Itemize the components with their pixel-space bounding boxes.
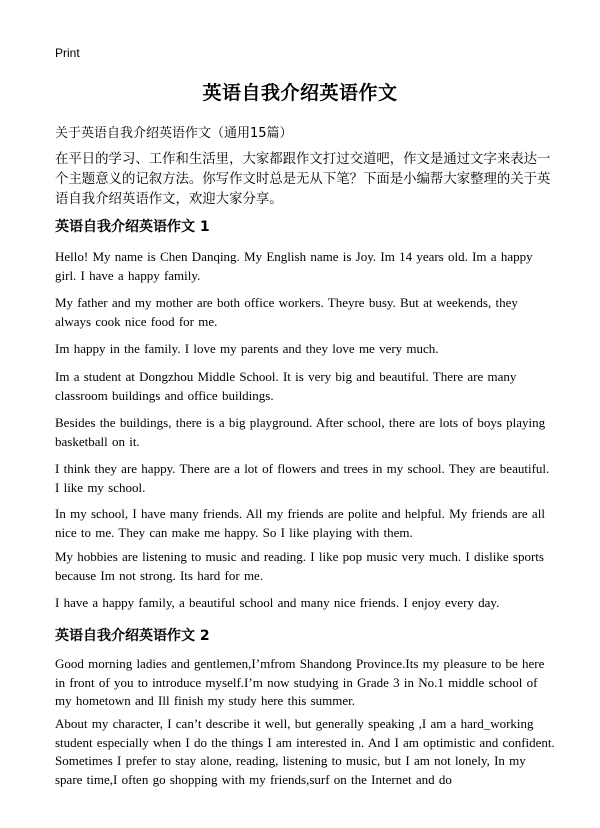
paragraph: My hobbies are listening to music and reading. I like pop music very much. I dislike sports because Im not strong. Its hard for me. bbox=[55, 549, 544, 583]
section-heading: 英语自我介绍英语作文 1 bbox=[55, 219, 210, 235]
paragraph: In my school, I have many friends. All my friends are polite and helpful. My friends are all nice to me. They can make me happy. So I like playing with them. bbox=[55, 506, 545, 540]
intro-paragraph: 在平日的学习、工作和生活里，大家都跟作文打过交道吧，作文是通过文字来表达一个主题意义的记叙方法。你写作文时总是无从下笔？下面是小编帮大家整理的关于英语自我介绍英语作文，欢迎大家分享。 bbox=[55, 152, 551, 207]
page-title: 英语自我介绍英语作文 bbox=[202, 82, 398, 104]
print-link[interactable]: Print bbox=[55, 46, 80, 60]
paragraph: Im a student at Dongzhou Middle School. It is very big and beautiful. There are many classroom buildings and office buildings. bbox=[55, 369, 517, 403]
paragraph: Good morning ladies and gentlemen,I’mfrom Shandong Province.Its my pleasure to be here in front of you to introduce myself.I’m now studying in Grade 3 in No.1 middle school of my hometown and Ill finish my study here this summer. bbox=[55, 656, 545, 708]
paragraph: I have a happy family, a beautiful school and many nice friends. I enjoy every day. bbox=[55, 595, 500, 610]
section-heading: 英语自我介绍英语作文 2 bbox=[55, 628, 210, 644]
paragraph: My father and my mother are both office workers. Theyre busy. But at weekends, they always cook nice food for me. bbox=[55, 295, 518, 329]
paragraph: Im happy in the family. I love my parents and they love me very much. bbox=[55, 341, 439, 356]
paragraph: I think they are happy. There are a lot of flowers and trees in my school. They are beautiful. I like my school. bbox=[55, 461, 550, 495]
paragraph: Hello! My name is Chen Danqing. My English name is Joy. Im 14 years old. Im a happy girl. I have a happy family. bbox=[55, 249, 533, 283]
paragraph: Besides the buildings, there is a big playground. After school, there are lots of boys playing basketball on it. bbox=[55, 415, 546, 449]
paragraph: About my character, I can’t describe it well, but generally speaking ,I am a hard_working student especially when I do the things I am interested in. And I am optimistic and confident. Sometimes I prefer to stay alone, reading, listening to music, but I am not lonely, In my spare time,I often go shopping with my friends,surf on the Internet and do bbox=[55, 716, 555, 787]
subtitle: 关于英语自我介绍英语作文（通用15篇） bbox=[55, 126, 293, 141]
